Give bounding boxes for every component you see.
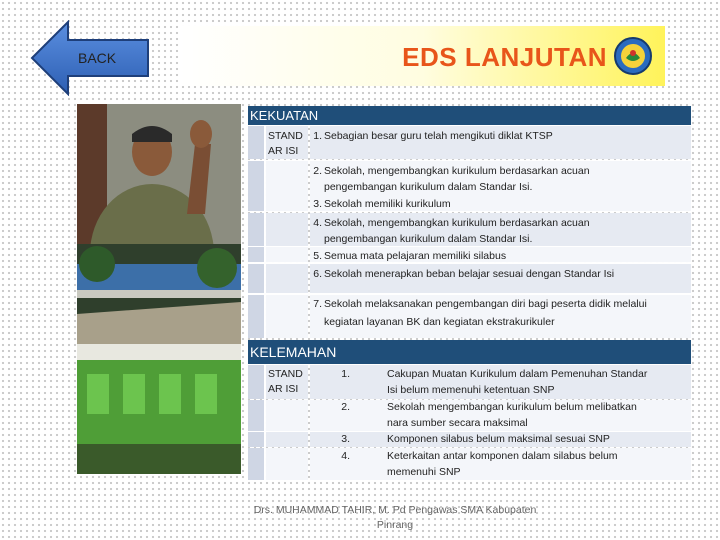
stand-label: STAND [268, 130, 303, 142]
item-number: 2. [313, 165, 322, 177]
kekuatan-item: Sekolah melaksanakan pengembangan diri bagi peserta didik melalui [324, 298, 647, 310]
kekuatan-item: Sekolah memiliki kurikulum [324, 198, 451, 210]
item-number: 6. [313, 268, 322, 280]
kelemahan-heading: KELEMAHAN [248, 340, 691, 364]
back-label: BACK [78, 50, 117, 66]
page-title: EDS LANJUTAN [402, 42, 607, 72]
stand-label: AR ISI [268, 383, 299, 395]
kelemahan-item: memenuhi SNP [387, 466, 461, 478]
stand-label: AR ISI [268, 145, 299, 157]
item-number: 2. [341, 401, 350, 413]
kelemahan-item: Keterkaitan antar komponen dalam silabus belum [387, 450, 618, 462]
item-number: 5. [313, 250, 322, 262]
item-number: 1. [313, 130, 322, 142]
kekuatan-heading: KEKUATAN [248, 106, 691, 125]
item-number: 7. [313, 298, 322, 310]
kekuatan-item: pengembangan kurikulum dalam Standar Isi. [324, 233, 533, 245]
kekuatan-item: Sekolah, mengembangkan kurikulum berdasarkan acuan [324, 217, 590, 229]
footer-author: Drs. MUHAMMAD TAHIR, M. Pd Pengawas SMA Kabupaten [253, 504, 537, 516]
kekuatan-item: Sebagian besar guru telah mengikuti diklat KTSP [324, 130, 553, 142]
item-number: 1. [341, 368, 350, 380]
kekuatan-item: pengembangan kurikulum dalam Standar Isi. [324, 181, 533, 193]
kekuatan-item: Sekolah, mengembangkan kurikulum berdasarkan acuan [324, 165, 590, 177]
kelemahan-item: Sekolah mengembangan kurikulum belum melibatkan [387, 401, 637, 413]
kekuatan-item: Sekolah menerapkan beban belajar sesuai dengan Standar Isi [324, 268, 615, 280]
kelemahan-item: Isi belum memenuhi ketentuan SNP [387, 384, 555, 396]
item-number: 3. [341, 433, 350, 445]
title-banner [180, 26, 665, 86]
item-number: 4. [341, 450, 350, 462]
kelemahan-item: Komponen silabus belum maksimal sesuai SNP [387, 433, 610, 445]
kekuatan-item: Semua mata pelajaran memiliki silabus [324, 250, 507, 262]
kelemahan-item: nara sumber secara maksimal [387, 417, 528, 429]
item-number: 3. [313, 198, 322, 210]
school-yard-photo [77, 244, 241, 344]
school-emblem-icon [613, 36, 653, 76]
item-number: 4. [313, 217, 322, 229]
kelemahan-item: Cakupan Muatan Kurikulum dalam Pemenuhan Standar [387, 368, 648, 380]
back-button[interactable] [30, 20, 152, 96]
footer [245, 503, 545, 533]
school-building-photo [77, 344, 241, 474]
teacher-photo [77, 104, 241, 244]
stand-label: STAND [268, 368, 303, 380]
kekuatan-item: kegiatan layanan BK dan kegiatan ekstrakurikuler [324, 316, 555, 328]
footer-location: Pinrang [376, 519, 414, 531]
